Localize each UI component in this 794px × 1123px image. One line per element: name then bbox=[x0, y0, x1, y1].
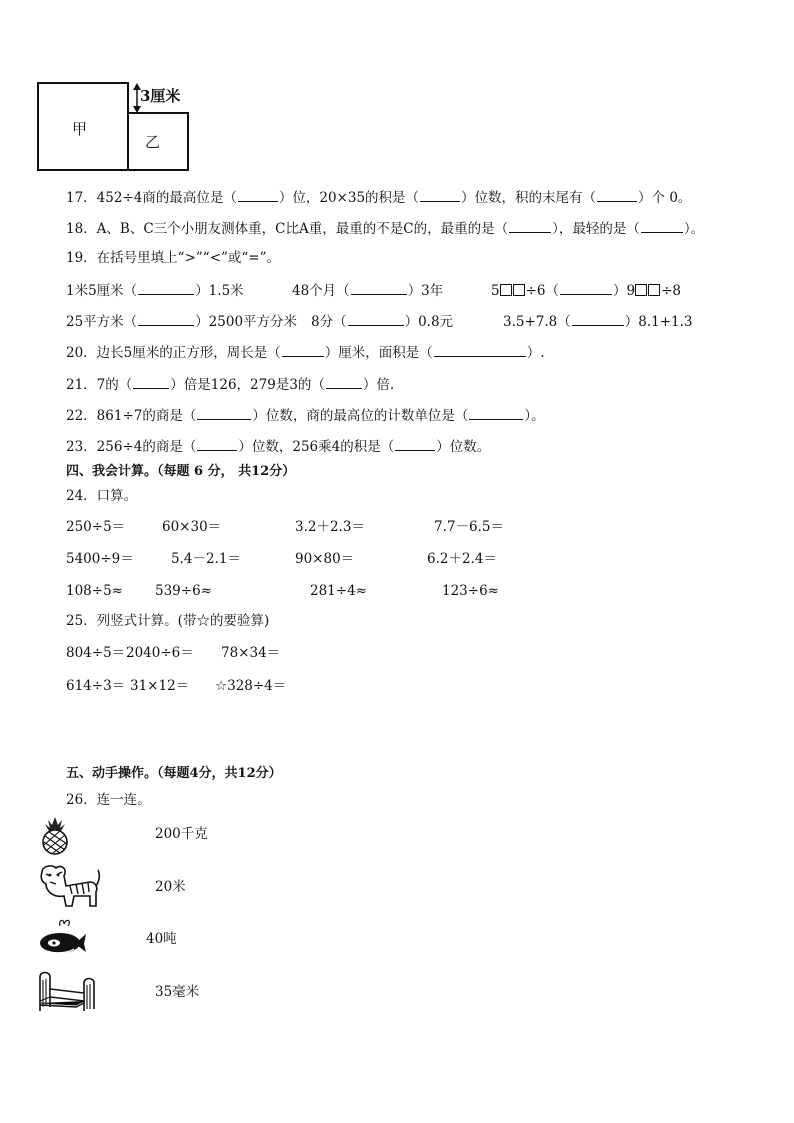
question-18: 18．A、B、C三个小朋友测体重，C比A重，最重的不是C的，最重的是（ ），最轻的是（ ）。 bbox=[66, 221, 705, 237]
calc-item: 5.4－2.1＝ bbox=[171, 551, 241, 567]
calc-item: 5400÷9＝ bbox=[66, 551, 134, 567]
section-heading: 五、动手操作。（每题4分，共12分） bbox=[66, 766, 282, 781]
compare-item: 3.5+7.8（ ）8.1+1.3 bbox=[503, 314, 693, 330]
match-option[interactable]: 20米 bbox=[155, 879, 186, 895]
answer-blank[interactable] bbox=[197, 408, 251, 420]
calc-item: 539÷6≈ bbox=[155, 583, 212, 599]
calc-item: 108÷5≈ bbox=[66, 583, 123, 599]
answer-blank[interactable] bbox=[509, 221, 551, 233]
question-20: 20．边长5厘米的正方形，周长是（ ）厘米，面积是（ ）. bbox=[66, 345, 545, 361]
calc-item: 7.7－6.5＝ bbox=[434, 519, 504, 535]
calc-item: 31×12＝ bbox=[130, 678, 190, 694]
calc-item: 281÷4≈ bbox=[310, 583, 367, 599]
compare-item: 5 ÷6（ ）9 ÷8 bbox=[491, 283, 681, 299]
pineapple-icon bbox=[38, 815, 72, 855]
figure-big-label: 甲 bbox=[72, 120, 88, 138]
calc-item: 78×34＝ bbox=[221, 645, 281, 661]
match-option[interactable]: 40吨 bbox=[146, 931, 177, 947]
match-option[interactable]: 200千克 bbox=[155, 826, 208, 842]
calc-item: 60×30＝ bbox=[162, 519, 222, 535]
calc-item: ☆328÷4＝ bbox=[215, 678, 287, 694]
figure-small-label: 乙 bbox=[145, 133, 161, 151]
answer-blank[interactable] bbox=[133, 377, 169, 389]
answer-blank[interactable] bbox=[238, 190, 278, 202]
tiger-icon bbox=[38, 862, 102, 910]
figure-measure: 3厘米 bbox=[140, 87, 181, 105]
answer-blank[interactable] bbox=[197, 439, 237, 451]
question-22: 22．861÷7的商是（ ）位数，商的最高位的计数单位是（ ）。 bbox=[66, 408, 545, 424]
digit-box[interactable] bbox=[500, 284, 512, 296]
answer-blank[interactable] bbox=[560, 283, 612, 295]
question-17: 17．452÷4商的最高位是（ ）位，20×35的积是（ ）位数，积的末尾有（ ）个 0。 bbox=[66, 190, 692, 206]
compare-item: 8分（ ）0.8元 bbox=[311, 314, 454, 330]
answer-blank[interactable] bbox=[326, 377, 362, 389]
question-19: 19．在括号里填上“>”“<”或“=”。 bbox=[66, 250, 281, 266]
calc-item: 123÷6≈ bbox=[442, 583, 499, 599]
digit-box[interactable] bbox=[513, 284, 525, 296]
question-24-title: 24．口算。 bbox=[66, 488, 138, 504]
calc-item: 3.2＋2.3＝ bbox=[295, 519, 365, 535]
answer-blank[interactable] bbox=[420, 190, 460, 202]
compare-item: 1米5厘米（ ）1.5米 bbox=[66, 283, 244, 299]
match-option[interactable]: 35毫米 bbox=[155, 984, 200, 1000]
answer-blank[interactable] bbox=[282, 345, 324, 357]
digit-box[interactable] bbox=[635, 284, 647, 296]
calc-item: 6.2＋2.4＝ bbox=[427, 551, 497, 567]
calc-item: 2040÷6＝ bbox=[126, 645, 194, 661]
bed-icon bbox=[38, 967, 96, 1013]
answer-blank[interactable] bbox=[138, 283, 194, 295]
question-25-title: 25．列竖式计算。(带☆的要验算) bbox=[66, 613, 270, 629]
calc-item: 90×80＝ bbox=[295, 551, 355, 567]
answer-blank[interactable] bbox=[351, 283, 407, 295]
answer-blank[interactable] bbox=[597, 190, 637, 202]
answer-blank[interactable] bbox=[572, 314, 624, 326]
question-26-title: 26．连一连。 bbox=[66, 792, 151, 808]
answer-blank[interactable] bbox=[469, 408, 523, 420]
answer-blank[interactable] bbox=[434, 345, 526, 357]
digit-box[interactable] bbox=[648, 284, 660, 296]
calc-item: 804÷5＝ bbox=[66, 645, 126, 661]
calc-item: 614÷3＝ bbox=[66, 678, 126, 694]
answer-blank[interactable] bbox=[641, 221, 683, 233]
answer-blank[interactable] bbox=[138, 314, 194, 326]
question-21: 21．7的（ ）倍是126，279是3的（ ）倍. bbox=[66, 377, 395, 393]
calc-item: 250÷5＝ bbox=[66, 519, 126, 535]
answer-blank[interactable] bbox=[348, 314, 404, 326]
question-23: 23．256÷4的商是（ ）位数，256乘4的积是（ ）位数。 bbox=[66, 439, 491, 455]
section-heading: 四、我会计算。（每题 6 分， 共12分） bbox=[66, 464, 296, 479]
compare-item: 48个月（ ）3年 bbox=[292, 283, 444, 299]
compare-item: 25平方米（ ）2500平方分米 bbox=[66, 314, 298, 330]
whale-icon bbox=[38, 916, 88, 958]
answer-blank[interactable] bbox=[395, 439, 435, 451]
